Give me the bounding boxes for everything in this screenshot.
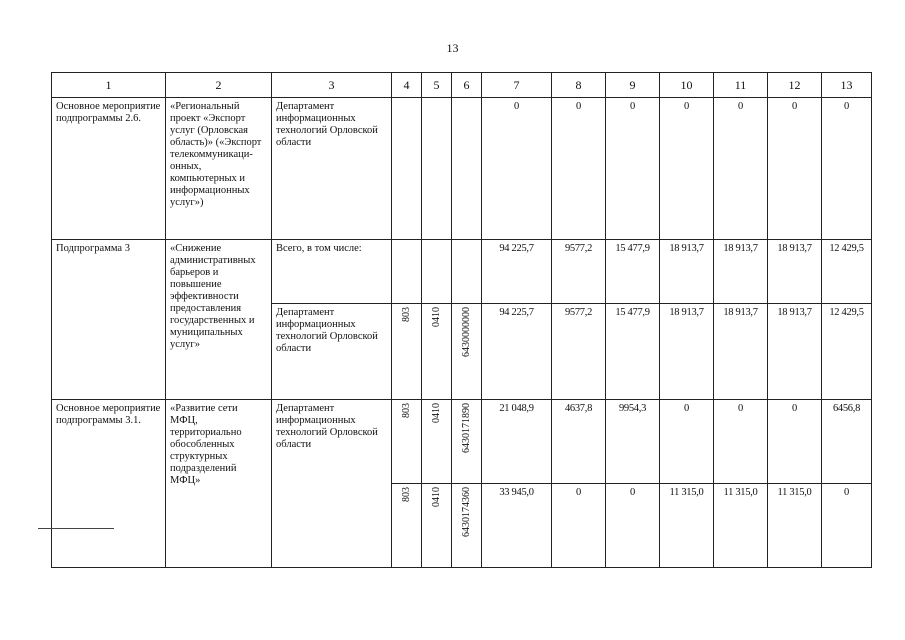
header-cell: 6	[452, 73, 482, 98]
event-name-cell: Подпрограмма 3	[52, 240, 166, 400]
header-cell: 1	[52, 73, 166, 98]
value-cell: 11 315,0	[660, 484, 714, 568]
value-cell: 12 429,5	[822, 240, 872, 304]
value-cell: 0	[768, 400, 822, 484]
margin-line	[38, 528, 114, 529]
header-cell: 3	[272, 73, 392, 98]
target-article-code: 6430171890	[461, 403, 472, 453]
code-cell	[452, 484, 482, 568]
value-cell: 9577,2	[552, 304, 606, 400]
value-cell: 94 225,7	[482, 304, 552, 400]
code-cell	[392, 484, 422, 568]
header-cell: 2	[166, 73, 272, 98]
value-cell: 0	[822, 98, 872, 240]
value-cell: 18 913,7	[660, 304, 714, 400]
value-cell: 18 913,7	[768, 240, 822, 304]
event-name-cell: Основное мероприятие подпрограммы 2.6.	[52, 98, 166, 240]
executor-cell: Департамент информационных технологий Орловской области	[272, 98, 392, 240]
code-cell	[422, 240, 452, 304]
value-cell: 0	[714, 98, 768, 240]
header-row	[52, 73, 872, 98]
code-cell	[392, 400, 422, 484]
value-cell: 0	[552, 98, 606, 240]
header-cell: 4	[392, 73, 422, 98]
value-cell: 0	[606, 484, 660, 568]
code-cell	[452, 304, 482, 400]
section-code: 0410	[431, 487, 442, 507]
value-cell: 21 048,9	[482, 400, 552, 484]
header-cell: 13	[822, 73, 872, 98]
value-cell: 0	[482, 98, 552, 240]
grbs-code: 803	[401, 307, 412, 322]
value-cell: 0	[714, 400, 768, 484]
page-number: 13	[446, 41, 459, 55]
header-cell: 11	[714, 73, 768, 98]
budget-table	[51, 72, 872, 568]
code-cell	[452, 240, 482, 304]
value-cell: 0	[660, 400, 714, 484]
code-cell	[392, 98, 422, 240]
code-cell	[392, 304, 422, 400]
header-cell: 12	[768, 73, 822, 98]
value-cell: 11 315,0	[768, 484, 822, 568]
description-cell: «Снижение административных барьеров и повышение эффективности предоставления государственных и муниципальных услуг»	[166, 240, 272, 400]
value-cell: 0	[660, 98, 714, 240]
value-cell: 18 913,7	[768, 304, 822, 400]
table-row	[52, 240, 872, 304]
executor-cell: Всего, в том числе:	[272, 240, 392, 304]
value-cell: 9954,3	[606, 400, 660, 484]
section-code: 0410	[431, 307, 442, 327]
value-cell: 94 225,7	[482, 240, 552, 304]
value-cell: 15 477,9	[606, 304, 660, 400]
header-cell: 5	[422, 73, 452, 98]
table-row	[52, 98, 872, 240]
grbs-code: 803	[401, 487, 412, 502]
code-cell	[422, 400, 452, 484]
value-cell: 6456,8	[822, 400, 872, 484]
event-name-cell: Основное мероприятие подпрограммы 3.1.	[52, 400, 166, 568]
grbs-code: 803	[401, 403, 412, 418]
header-cell: 9	[606, 73, 660, 98]
target-article-code: 6430174360	[461, 487, 472, 537]
code-cell	[422, 98, 452, 240]
executor-cell: Департамент информационных технологий Орловской области	[272, 304, 392, 400]
value-cell: 0	[768, 98, 822, 240]
code-cell	[422, 484, 452, 568]
value-cell: 33 945,0	[482, 484, 552, 568]
value-cell: 0	[822, 484, 872, 568]
description-cell: «Развитие сети МФЦ, территориально обособленных структурных подразделений МФЦ»	[166, 400, 272, 568]
value-cell: 0	[552, 484, 606, 568]
table-row	[52, 400, 872, 484]
description-cell: «Региональный проект «Экспорт услуг (Орловская область)» («Экспорт телекоммуникаци-онных, компьютерных и информационных услуг»)	[166, 98, 272, 240]
value-cell: 9577,2	[552, 240, 606, 304]
header-cell: 10	[660, 73, 714, 98]
value-cell: 18 913,7	[660, 240, 714, 304]
value-cell: 18 913,7	[714, 304, 768, 400]
value-cell: 12 429,5	[822, 304, 872, 400]
target-article-code: 6430000000	[461, 307, 472, 357]
executor-cell: Департамент информационных технологий Орловской области	[272, 400, 392, 568]
section-code: 0410	[431, 403, 442, 423]
value-cell: 4637,8	[552, 400, 606, 484]
value-cell: 18 913,7	[714, 240, 768, 304]
value-cell: 0	[606, 98, 660, 240]
value-cell: 11 315,0	[714, 484, 768, 568]
value-cell: 15 477,9	[606, 240, 660, 304]
code-cell	[392, 240, 422, 304]
header-cell: 8	[552, 73, 606, 98]
code-cell	[422, 304, 452, 400]
code-cell	[452, 400, 482, 484]
code-cell	[452, 98, 482, 240]
header-cell: 7	[482, 73, 552, 98]
